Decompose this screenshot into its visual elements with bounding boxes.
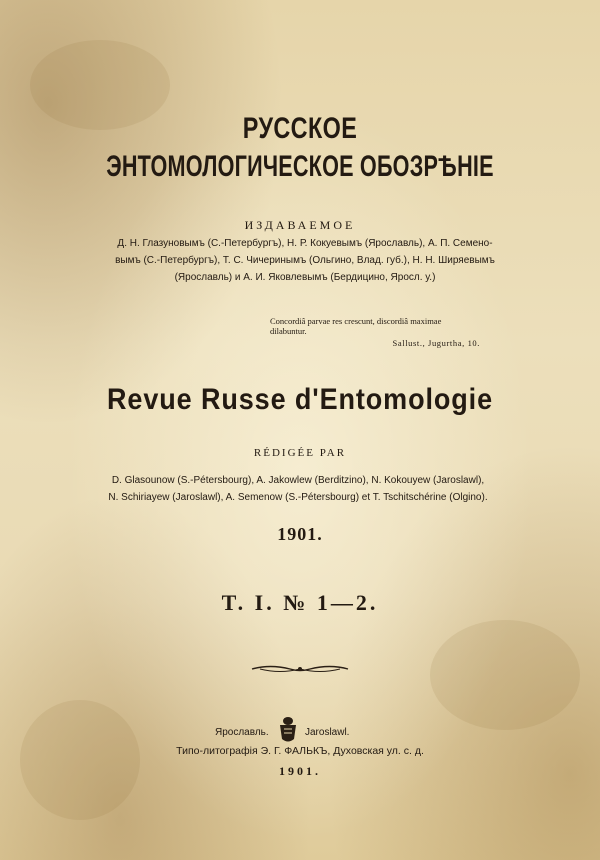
epigraph-source: Sallust., Jugurtha, 10. [392, 338, 480, 348]
russian-editors-line: вымъ (С.-Петербургъ), Т. С. Чичеринымъ (Ольгино, Влад. губ.), Н. Н. Ширяевымъ [115, 255, 495, 266]
printer-emblem-icon [276, 715, 300, 745]
russian-editors [110, 235, 500, 286]
french-editors-line: D. Glasounow (S.-Pétersbourg), A. Jakowlew (Berditzino), N. Kokouyew (Jaroslawl), [111, 475, 485, 486]
russian-editors-line: Д. Н. Глазуновымъ (С.-Петербургъ), Н. Р. Кокуевымъ (Ярославль), А. П. Семено- [117, 238, 493, 249]
city-french: Jaroslawl. [305, 727, 350, 738]
imprint-year: 1901. [279, 764, 321, 778]
volume-number: T. I. № 1—2. [221, 590, 379, 615]
french-editors-line: N. Schiriayew (Jaroslawl), A. Semenow (S.-Pétersbourg) et T. Tschitschérine (Olgino). [108, 492, 488, 503]
french-title: Revue Russe d'Entomologie [107, 383, 493, 416]
redigee-label: RÉDIGÉE PAR [253, 447, 347, 459]
epigraph [270, 316, 480, 348]
russian-title-line-2: ЭНТОМОЛОГИЧЕСКОЕ ОБОЗРѢНІЕ [106, 150, 494, 183]
publisher-label: ИЗДАВАЕМОЕ [244, 218, 356, 232]
publication-year: 1901. [277, 524, 323, 544]
city-russian: Ярославль. [215, 727, 269, 738]
russian-editors-line: (Ярославль) и А. И. Яковлевымъ (Бердицино, Яросл. у.) [174, 272, 436, 283]
russian-title-line-1: РУССКОЕ [242, 112, 358, 145]
imprint-cities [0, 715, 600, 745]
printer-line: Типо-литографія Э. Г. ФАЛЬКЪ, Духовская ул. с. д. [176, 745, 424, 757]
ornament-divider-icon [250, 662, 350, 676]
paper-stain [430, 620, 580, 730]
epigraph-quote: Concordiâ parvae res crescunt, discordiâ maximae dilabuntur. [270, 316, 442, 336]
french-editors [88, 472, 508, 506]
